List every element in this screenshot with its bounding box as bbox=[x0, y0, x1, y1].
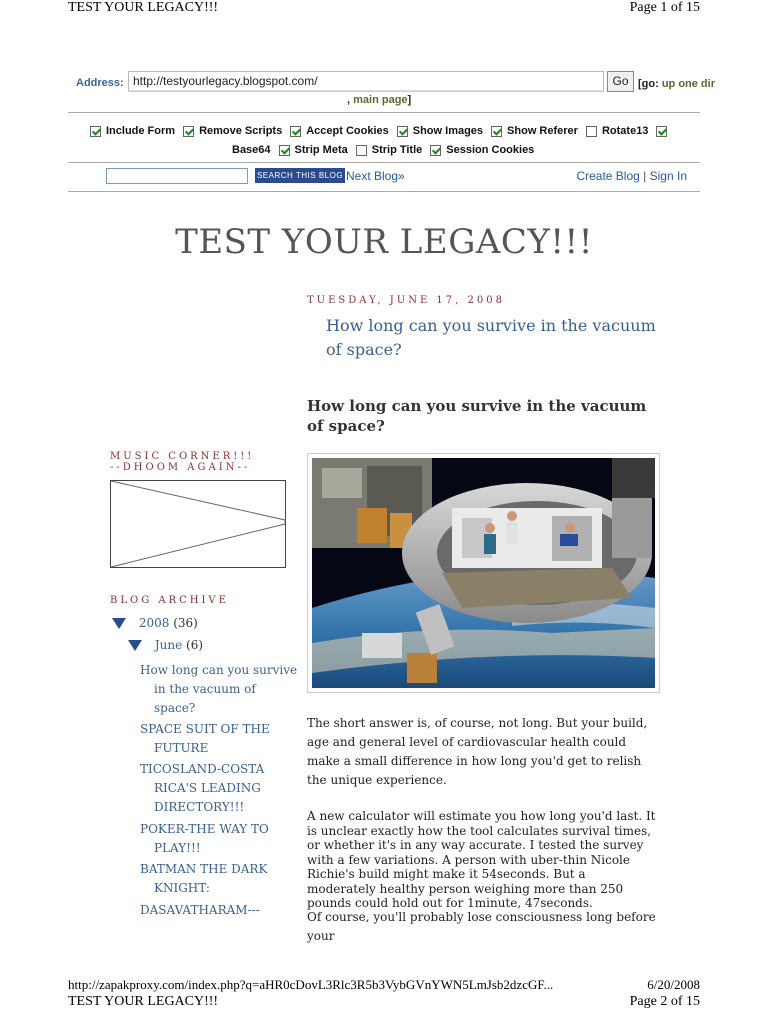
blog-search-input[interactable] bbox=[106, 168, 248, 184]
go-button[interactable]: Go bbox=[607, 71, 634, 92]
archive-post-link[interactable]: TICOSLAND-COSTA RICA'S LEADING DIRECTORY!!! bbox=[140, 762, 265, 814]
up-one-dir-text: up one dir bbox=[661, 78, 715, 90]
option-label: Include Form bbox=[106, 125, 176, 137]
options-row-1 bbox=[90, 125, 672, 137]
option-label: Base64 bbox=[232, 144, 271, 156]
post-paragraph-2: A new calculator will estimate you how long you'd last. It is unclear exactly how the tool calculates survival times, or whether it's in any way accurate. I tested the survey with a few variations. A person with uber-thin Nicole Richie's build might make it 54seconds. But a moderately healthy person weighing more than 250 pounds could hold out for 1minute, 47seconds. bbox=[307, 809, 656, 910]
go-suffix: ] bbox=[407, 94, 412, 106]
option-session-cookies[interactable] bbox=[430, 144, 534, 156]
checkbox-rotate13[interactable] bbox=[586, 126, 597, 137]
collapse-triangle-icon[interactable] bbox=[128, 640, 142, 651]
sign-in-link[interactable]: Sign In bbox=[649, 169, 687, 183]
option-label: Strip Title bbox=[371, 144, 423, 156]
archive-month-link[interactable]: June bbox=[154, 638, 183, 652]
archive-year-link[interactable]: 2008 bbox=[138, 616, 170, 630]
post-paragraph-1: The short answer is, of course, not long. But your build, age and general level of cardiovascular health could make a small difference in how long you'd get to relish the unique experience. bbox=[307, 716, 648, 787]
address-underline bbox=[128, 91, 604, 92]
go-links-line1 bbox=[638, 78, 715, 90]
main-page-text: main page bbox=[353, 94, 408, 106]
option-strip-title[interactable] bbox=[356, 144, 423, 156]
checkbox-strip-meta[interactable] bbox=[279, 145, 290, 156]
up-one-dir-link[interactable] bbox=[662, 78, 715, 90]
checkbox-remove-scripts[interactable] bbox=[183, 126, 194, 137]
archive-month-count: (6) bbox=[186, 638, 204, 652]
proxy-divider-top bbox=[68, 112, 700, 113]
address-input[interactable] bbox=[128, 71, 604, 91]
post-title-link[interactable]: How long can you survive in the vacuum of space? bbox=[326, 316, 656, 359]
option-label: Strip Meta bbox=[294, 144, 348, 156]
print-footer-date: 6/20/2008 bbox=[647, 977, 700, 992]
archive-post-link[interactable]: BATMAN THE DARK KNIGHT: bbox=[140, 862, 268, 895]
navbar-divider bbox=[68, 191, 700, 192]
archive-post-link[interactable]: POKER-THE WAY TO PLAY!!! bbox=[140, 822, 269, 855]
go-sep: , bbox=[347, 94, 351, 106]
archive-month bbox=[128, 638, 203, 652]
post-heading: How long can you survive in the vacuum of space? bbox=[307, 397, 647, 435]
create-blog-link[interactable]: Create Blog bbox=[576, 169, 640, 183]
print-header-title: TEST YOUR LEGACY!!! bbox=[68, 0, 219, 15]
option-include-form[interactable] bbox=[90, 125, 175, 137]
option-label: Show Referer bbox=[507, 125, 578, 137]
option-accept-cookies[interactable] bbox=[290, 125, 389, 137]
archive-post-link[interactable]: DASAVATHARAM--- bbox=[140, 903, 260, 917]
checkbox-strip-title[interactable] bbox=[356, 145, 367, 156]
archive-year bbox=[112, 616, 198, 630]
option-label: Show Images bbox=[412, 125, 484, 137]
address-label: Address: bbox=[76, 77, 124, 89]
music-corner-subheader: --DHOOM AGAIN-- bbox=[110, 462, 251, 473]
checkbox-include-form[interactable] bbox=[90, 126, 101, 137]
post-date: TUESDAY, JUNE 17, 2008 bbox=[307, 295, 505, 306]
options-row-2 bbox=[232, 144, 542, 156]
print-header-page: Page 1 of 15 bbox=[629, 0, 700, 15]
music-corner-header: MUSIC CORNER!!! bbox=[110, 451, 255, 462]
blog-title[interactable]: TEST YOUR LEGACY!!! bbox=[175, 222, 593, 262]
print-footer-url: http://zapakproxy.com/index.php?q=aHR0cDovL3Rlc3R5b3VybGVnYWN5LmJsb2dzcGF... bbox=[68, 977, 554, 992]
print-footer-title: TEST YOUR LEGACY!!! bbox=[68, 994, 219, 1009]
space-station-image[interactable] bbox=[312, 458, 655, 688]
option-show-referer[interactable] bbox=[491, 125, 578, 137]
checkbox-show-referer[interactable] bbox=[491, 126, 502, 137]
option-show-images[interactable] bbox=[397, 125, 483, 137]
go-prefix: [go: bbox=[638, 78, 659, 90]
checkbox-accept-cookies[interactable] bbox=[290, 126, 301, 137]
option-label: Remove Scripts bbox=[199, 125, 283, 137]
blog-archive-header: BLOG ARCHIVE bbox=[110, 595, 229, 606]
option-base64[interactable] bbox=[232, 144, 271, 156]
option-rotate13[interactable] bbox=[586, 125, 648, 137]
nav-divider: | bbox=[643, 169, 647, 183]
archive-post-link[interactable]: SPACE SUIT OF THE FUTURE bbox=[140, 722, 270, 755]
option-strip-meta[interactable] bbox=[279, 144, 348, 156]
option-label: Rotate13 bbox=[601, 125, 649, 137]
checkbox-session-cookies[interactable] bbox=[430, 145, 441, 156]
go-links-line2 bbox=[347, 94, 411, 106]
archive-year-count: (36) bbox=[173, 616, 198, 630]
checkbox-show-images[interactable] bbox=[397, 126, 408, 137]
blogger-nav-right bbox=[576, 169, 687, 183]
post-paragraph-3: Of course, you'll probably lose consciousness long before your bbox=[307, 910, 656, 943]
option-label: Accept Cookies bbox=[306, 125, 389, 137]
option-label: Session Cookies bbox=[446, 144, 535, 156]
post-image-frame bbox=[307, 453, 660, 693]
checkbox-base64[interactable] bbox=[656, 126, 667, 137]
proxy-divider-bottom bbox=[68, 162, 700, 163]
print-footer-page: Page 2 of 15 bbox=[629, 994, 700, 1009]
main-page-link[interactable] bbox=[353, 94, 407, 106]
music-player-placeholder[interactable] bbox=[110, 480, 286, 568]
collapse-triangle-icon[interactable] bbox=[112, 618, 126, 629]
archive-post-link[interactable]: How long can you survive in the vacuum of space? bbox=[140, 663, 298, 715]
next-blog-link[interactable]: Next Blog» bbox=[346, 169, 405, 183]
search-this-blog-button[interactable]: SEARCH THIS BLOG bbox=[255, 168, 345, 183]
option-remove-scripts[interactable] bbox=[183, 125, 282, 137]
